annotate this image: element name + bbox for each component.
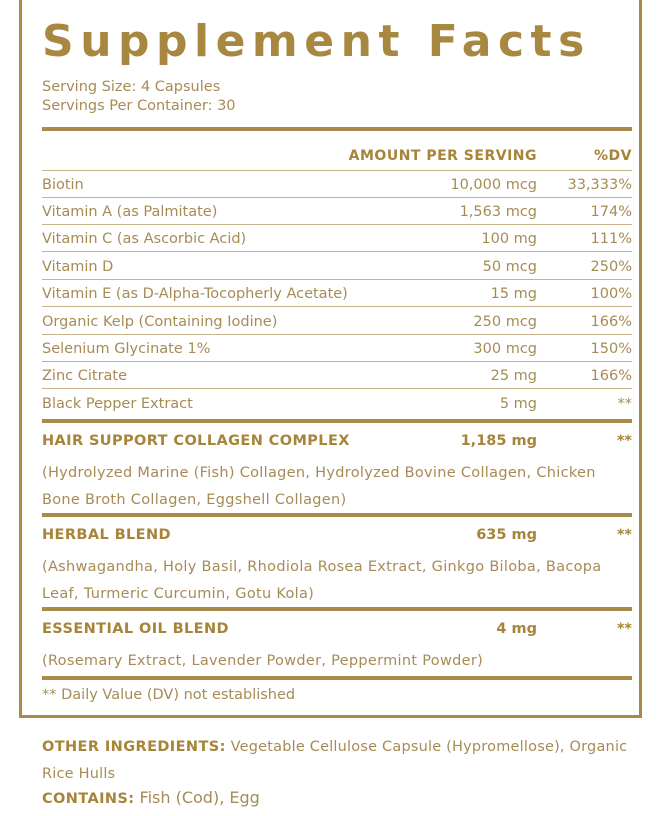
allergen-contains [42, 788, 260, 807]
nutrient-amount: 25 mg [490, 368, 537, 384]
divider-thick [42, 419, 632, 423]
nutrient-name: Vitamin E (as D-Alpha-Tocopherly Acetate) [42, 286, 348, 302]
nutrient-row [42, 394, 632, 421]
nutrient-amount: 300 mcg [473, 341, 537, 357]
header-amount: AMOUNT PER SERVING [348, 148, 537, 164]
divider [42, 251, 632, 252]
blend-hair-support [42, 433, 632, 513]
divider [42, 388, 632, 389]
blend-amount: 4 mg [496, 621, 537, 637]
panel-title: Supplement Facts [42, 16, 591, 67]
nutrient-dv: 33,333% [567, 177, 632, 193]
nutrient-amount: 50 mcg [482, 259, 537, 275]
blend-ingredients: (Ashwagandha, Holy Basil, Rhodiola Rosea Extract, Ginkgo Biloba, Bacopa Leaf, Turmeric Curcumin, Gotu Kola) [42, 559, 602, 602]
nutrient-dv: 111% [590, 231, 632, 247]
nutrient-dv: 250% [590, 259, 632, 275]
nutrient-dv: 166% [590, 314, 632, 330]
nutrient-amount: 10,000 mcg [450, 177, 537, 193]
blend-name: HERBAL BLEND [42, 527, 171, 543]
nutrient-name: Selenium Glycinate 1% [42, 341, 211, 357]
nutrient-amount: 1,563 mcg [459, 204, 537, 220]
blend-amount: 1,185 mg [460, 433, 537, 449]
divider [42, 306, 632, 307]
nutrient-dv: ** [617, 396, 632, 412]
blend-name: HAIR SUPPORT COLLAGEN COMPLEX [42, 433, 350, 449]
header-dv: %DV [594, 148, 632, 164]
divider [42, 170, 632, 171]
serving-size: Serving Size: 4 Capsules [42, 79, 221, 95]
nutrient-amount: 5 mg [499, 396, 537, 412]
blend-essential-oil [42, 621, 632, 677]
blend-name: ESSENTIAL OIL BLEND [42, 621, 229, 637]
nutrient-name: Organic Kelp (Containing Iodine) [42, 314, 278, 330]
divider [42, 279, 632, 280]
contains-label: CONTAINS: [42, 791, 135, 807]
nutrient-amount: 100 mg [481, 231, 537, 247]
nutrient-dv: 166% [590, 368, 632, 384]
divider [42, 361, 632, 362]
nutrient-amount: 250 mcg [473, 314, 537, 330]
nutrient-name: Vitamin D [42, 259, 114, 275]
blend-dv: ** [616, 527, 632, 543]
blend-dv: ** [616, 433, 632, 449]
divider-thick [42, 676, 632, 680]
blend-herbal [42, 527, 632, 607]
nutrient-amount: 15 mg [490, 286, 537, 302]
nutrient-dv: 150% [590, 341, 632, 357]
dv-footnote: ** Daily Value (DV) not established [42, 687, 296, 703]
other-ingredients [42, 734, 632, 788]
nutrient-name: Vitamin C (as Ascorbic Acid) [42, 231, 247, 247]
servings-per-container: Servings Per Container: 30 [42, 98, 236, 114]
nutrient-dv: 174% [590, 204, 632, 220]
divider [42, 334, 632, 335]
nutrient-dv: 100% [590, 286, 632, 302]
other-ingredients-text: Vegetable Cellulose Capsule (Hypromellose), Organic Rice Hulls [42, 739, 628, 782]
nutrient-name: Vitamin A (as Palmitate) [42, 204, 218, 220]
divider [42, 197, 632, 198]
nutrient-name: Biotin [42, 177, 84, 193]
blend-ingredients: (Hydrolyzed Marine (Fish) Collagen, Hydrolyzed Bovine Collagen, Chicken Bone Broth Collagen, Eggshell Collagen) [42, 465, 596, 508]
nutrient-name: Zinc Citrate [42, 368, 128, 384]
divider-thick [42, 127, 632, 131]
nutrient-name: Black Pepper Extract [42, 396, 193, 412]
divider [42, 224, 632, 225]
blend-dv: ** [616, 621, 632, 637]
blend-amount: 635 mg [476, 527, 537, 543]
divider-thick [42, 607, 632, 611]
other-ingredients-label: OTHER INGREDIENTS: [42, 739, 226, 755]
divider-thick [42, 513, 632, 517]
blend-ingredients: (Rosemary Extract, Lavender Powder, Peppermint Powder) [42, 653, 484, 669]
contains-text: Fish (Cod), Egg [134, 788, 260, 807]
